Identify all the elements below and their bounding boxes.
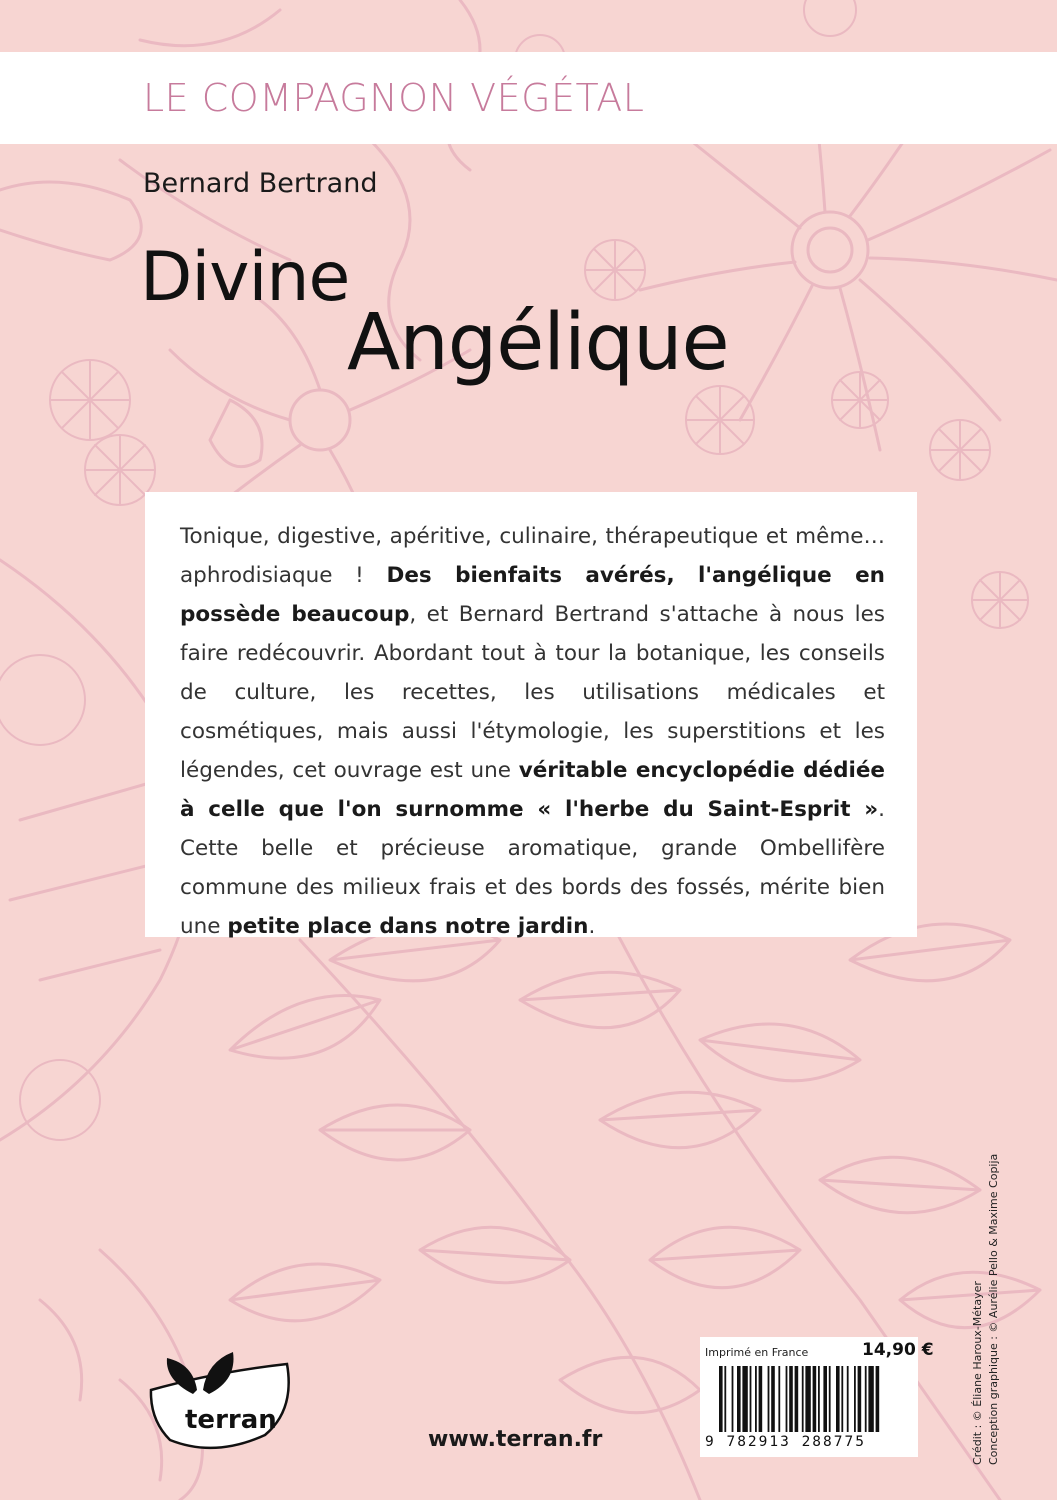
barcode-bar xyxy=(805,1366,810,1432)
blurb-part: . xyxy=(588,914,596,939)
barcode-bar xyxy=(755,1366,757,1432)
blurb-emphasis: véritable encyclopédie dédiée à celle que l'on surnomme « l'herbe du Saint-Esprit » xyxy=(180,758,885,822)
barcode-bar xyxy=(802,1366,804,1432)
barcode-bar xyxy=(829,1366,831,1432)
credit-line: Crédit : © Éliane Haroux-Métayer xyxy=(971,1281,984,1465)
barcode-bar xyxy=(732,1366,734,1432)
barcode-bar xyxy=(750,1366,752,1432)
barcode-bar xyxy=(813,1366,817,1432)
barcode-bar xyxy=(719,1366,723,1432)
barcode-bar xyxy=(786,1366,788,1432)
barcode-bar xyxy=(823,1366,827,1432)
author-name: Bernard Bertrand xyxy=(143,168,378,199)
price-label: 14,90 € xyxy=(862,1340,934,1360)
blurb-emphasis: Des bienfaits avérés, l'angélique en possède beaucoup xyxy=(180,563,885,627)
barcode-bar xyxy=(865,1366,867,1432)
barcode-bar xyxy=(858,1366,862,1432)
blurb-part: , et Bernard Bertrand s'attache à nous les faire redécouvrir. Abordant tout à tour la botanique, les conseils de culture, les recettes, les utilisations médicales et cosmétiques, mais aussi l'étymologie, les superstitions et les légendes, cet ouvrage est une xyxy=(180,602,886,783)
barcode-bar xyxy=(868,1366,873,1432)
credits xyxy=(970,1154,1002,1465)
barcode-bar xyxy=(795,1366,799,1432)
barcode-bar xyxy=(836,1366,840,1432)
barcode-bar xyxy=(724,1366,726,1432)
series-title: LE COMPAGNON VÉGÉTAL xyxy=(143,76,645,120)
barcode-bar xyxy=(789,1366,793,1432)
barcode-bar xyxy=(876,1366,880,1432)
barcode-bar xyxy=(841,1366,843,1432)
isbn-number: 9 782913 288775 xyxy=(705,1434,866,1450)
barcode-bar xyxy=(759,1366,763,1432)
barcode-bar xyxy=(847,1366,849,1432)
blurb-part: . Cette belle et précieuse aromatique, grande Ombellifère commune des milieux frais et des bords des fossés, mérite bien une xyxy=(180,797,885,939)
barcode-bar xyxy=(854,1366,856,1432)
barcode-bar xyxy=(818,1366,820,1432)
terran-leaf-logo xyxy=(145,1350,295,1460)
blurb-part: Tonique, digestive, apéritive, culinaire, thérapeutique et même… aphrodisiaque ! xyxy=(180,524,885,588)
credit-line: Conception graphique : © Aurélie Pello & Maxime Copija xyxy=(987,1153,1000,1465)
barcode-bar xyxy=(737,1366,741,1432)
logo-text: terran xyxy=(185,1405,277,1435)
barcode-bar xyxy=(768,1366,770,1432)
printed-in-label: Imprimé en France xyxy=(705,1346,809,1359)
barcode-bar xyxy=(778,1366,780,1432)
blurb-emphasis: petite place dans notre jardin xyxy=(227,914,589,939)
website-link[interactable]: www.terran.fr xyxy=(428,1427,603,1452)
barcode xyxy=(719,1366,911,1432)
book-title-line1: Divine xyxy=(140,238,350,317)
book-title-line2: Angélique xyxy=(347,298,729,388)
barcode-bar xyxy=(742,1366,747,1432)
barcode-bar xyxy=(771,1366,775,1432)
blurb-text xyxy=(180,517,885,946)
